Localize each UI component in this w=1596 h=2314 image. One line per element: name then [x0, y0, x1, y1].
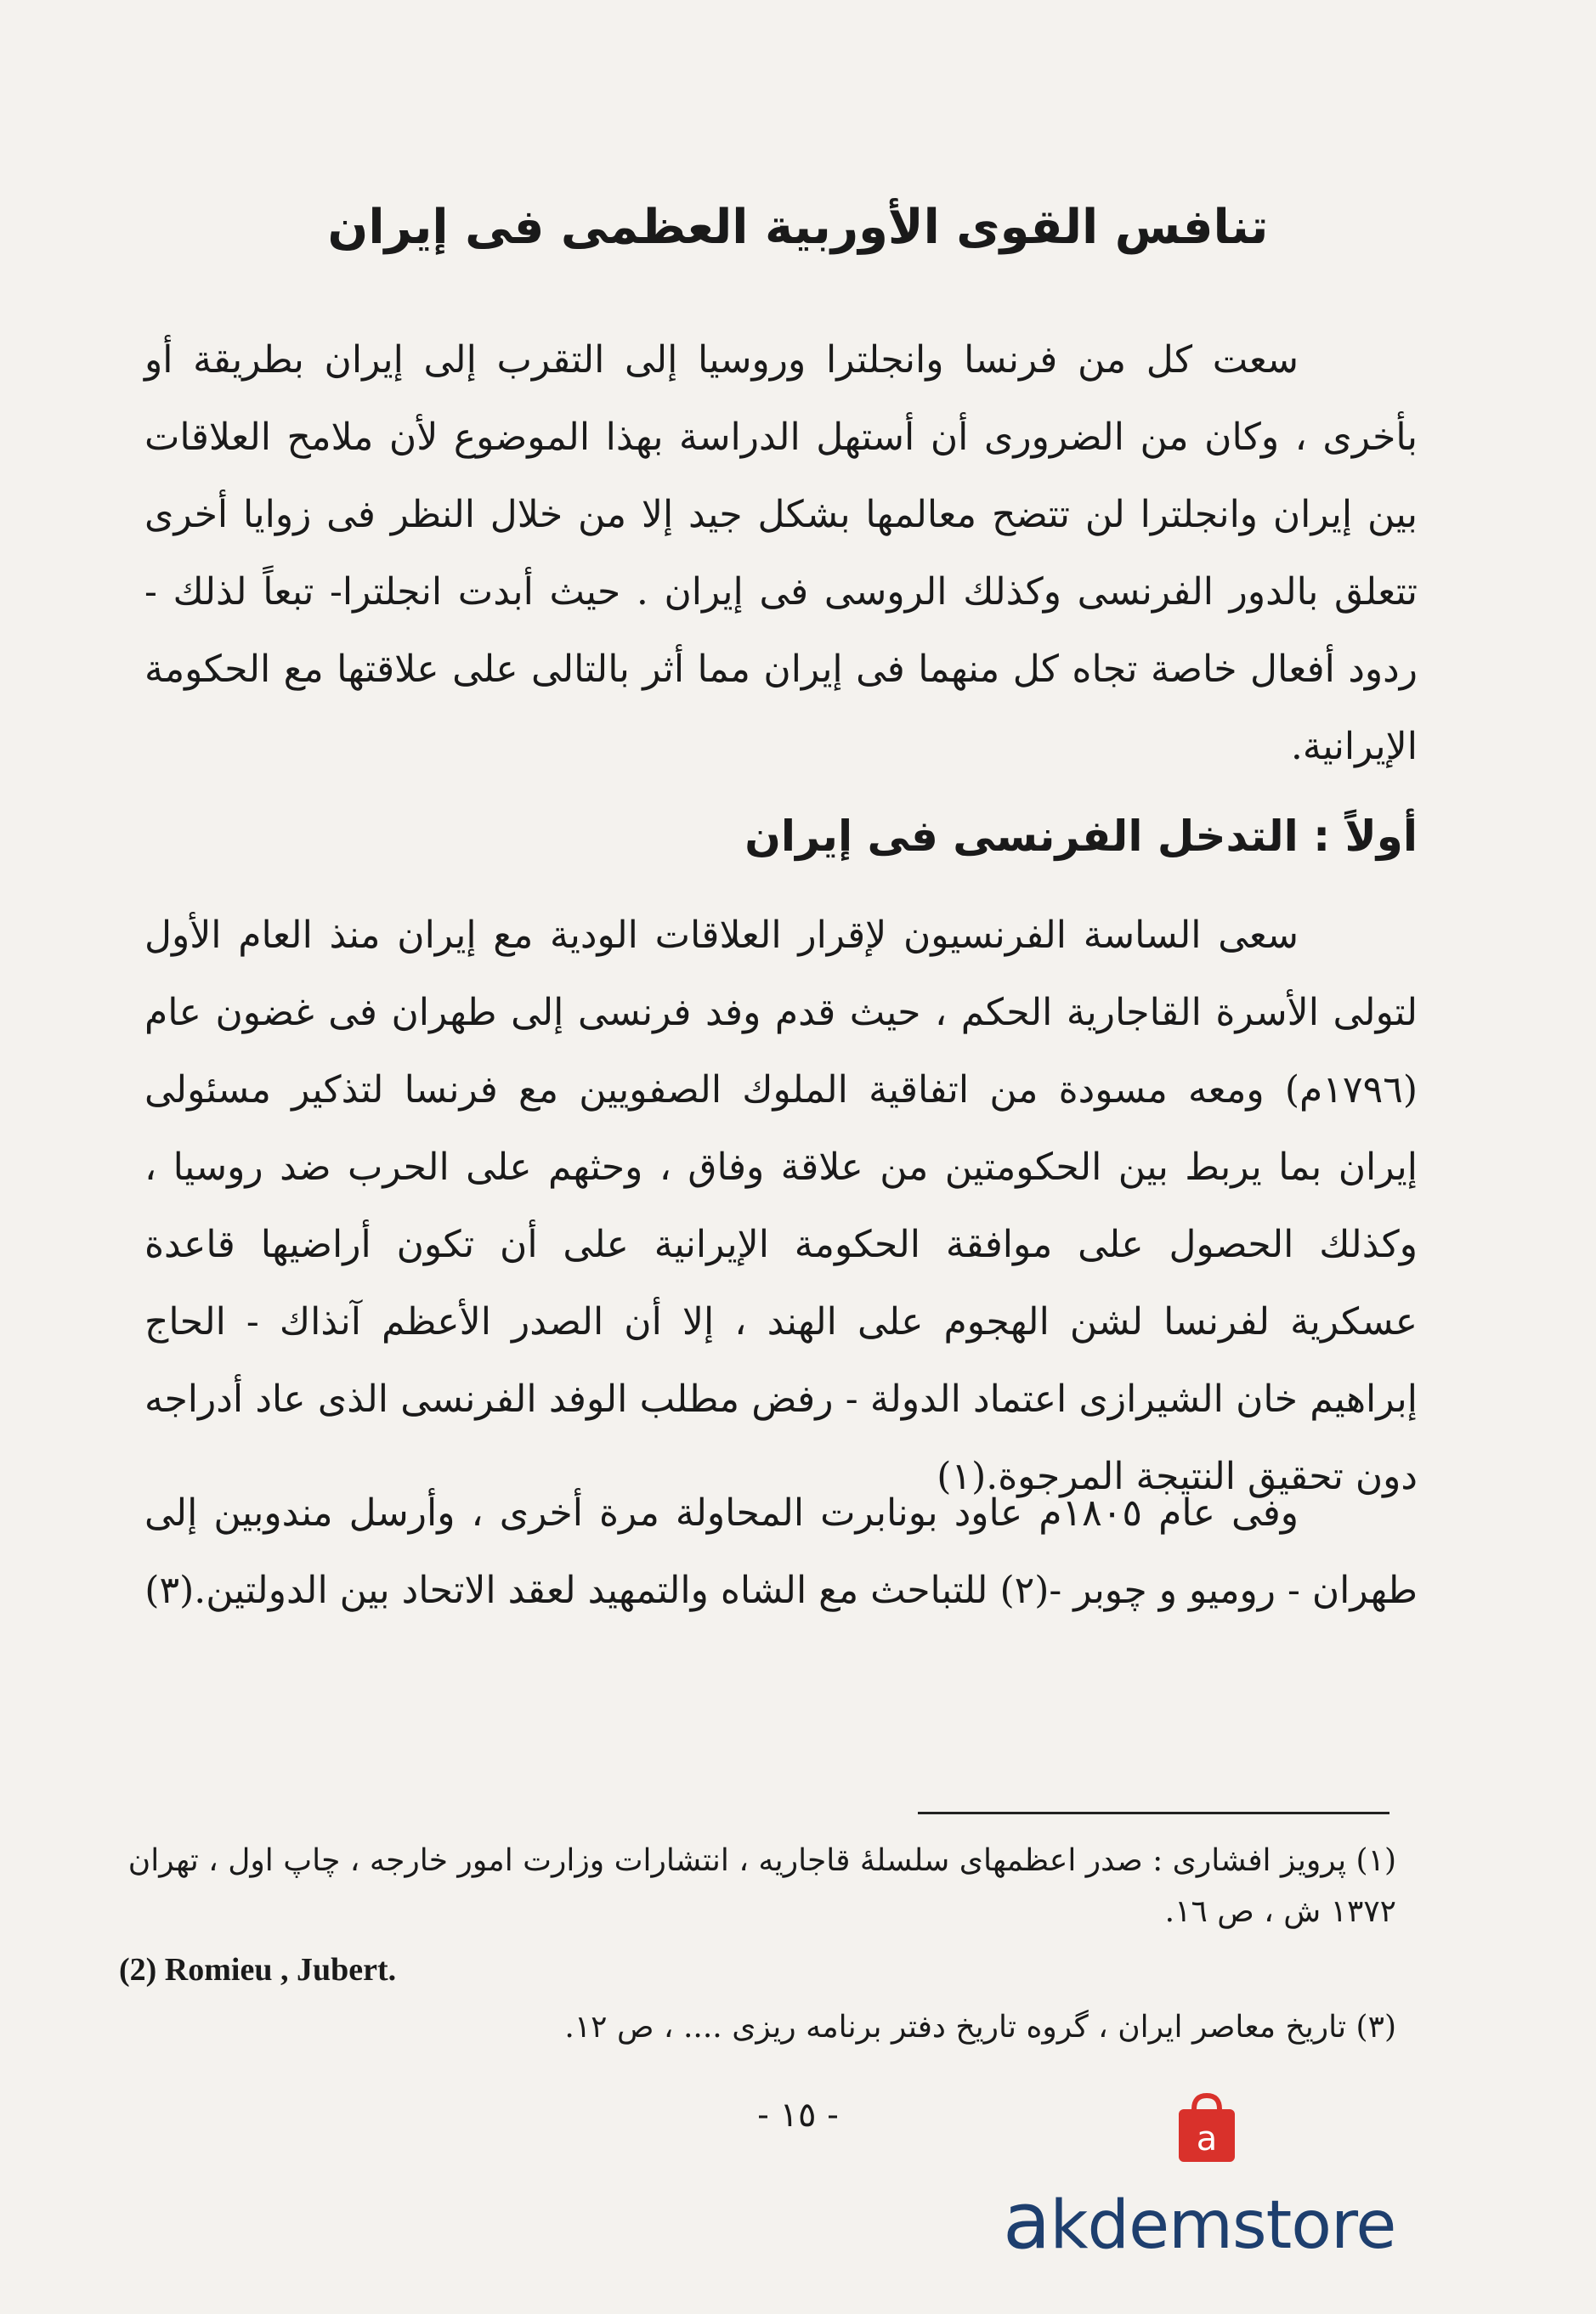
- footnote-2: (2) Romieu , Jubert.: [119, 1952, 397, 1988]
- store-logo: [1003, 2091, 1445, 2266]
- footnote-3: (٣) تاريخ معاصر ايران ، گروه تاريخ دفتر برنامه ريزى .... ، ص ١٢.: [564, 2010, 1396, 2045]
- logo-wordmark: akdemstore: [1003, 2175, 1396, 2266]
- page-title: تنافس القوى الأوربية العظمى فى إيران: [327, 200, 1269, 255]
- svg-text:a: a: [1196, 2119, 1218, 2158]
- page-number: - ١٥ -: [757, 2096, 839, 2135]
- footnote-divider: [918, 1812, 1389, 1814]
- paragraph-1: سعى الساسة الفرنسيون لإقرار العلاقات الودية مع إيران منذ العام الأول لتولى الأسرة القاجارية الحكم ، حيث قدم وفد فرنسى إلى طهران فى غضون عام (١٧٩٦م) ومعه مسودة من اتفاقية الملوك الصفويين مع فرنسا لتذكير مسئولى إيران بما يربط بين الحكومتين من علاقة وفاق ، وحثهم على الحرب ضد روسيا ، وكذلك الحصول على موافقة الحكومة الإيرانية على أن تكون أراضيها قاعدة عسكرية لفرنسا لشن الهجوم على الهند ، إلا أن الصدر الأعظم آنذاك - الحاج إبراهيم خان الشيرازى اعتماد الدولة - رفض مطلب الوفد الفرنسى الذى عاد أدراجه دون تحقيق النتيجة المرجوة.(١): [144, 914, 1418, 1498]
- footnote-1: (١) پرويز افشارى : صدر اعظمهاى سلسلهٔ قاجاريه ، انتشارات وزارت امور خارجه ، چاپ اول ، تهران ١٣٧٢ ش ، ص ١٦.: [127, 1843, 1396, 1929]
- shopping-bag-icon: [1169, 2091, 1245, 2167]
- paragraph-2: وفى عام ١٨٠٥م عاود بونابرت المحاولة مرة أخرى ، وأرسل مندوبين إلى طهران - روميو و چوبر -(٢) للتباحث مع الشاه والتمهيد لعقد الاتحاد بين الدولتين.(٣): [144, 1491, 1418, 1612]
- footnotes: [119, 1836, 1396, 2053]
- intro-paragraph: سعت كل من فرنسا وانجلترا وروسيا إلى التقرب إلى إيران بطريقة أو بأخرى ، وكان من الضرورى أن أستهل الدراسة بهذا الموضوع لأن ملامح العلاقات بين إيران وانجلترا لن تتضح معالمها بشكل جيد إلا من خلال النظر فى زوايا أخرى تتعلق بالدور الفرنسى وكذلك الروسى فى إيران . حيث أبدت انجلترا- تبعاً لذلك - ردود أفعال خاصة تجاه كل منهما فى إيران مما أثر بالتالى على علاقتها مع الحكومة الإيرانية.: [144, 338, 1418, 768]
- section-heading: أولاً : التدخل الفرنسى فى إيران: [744, 812, 1418, 861]
